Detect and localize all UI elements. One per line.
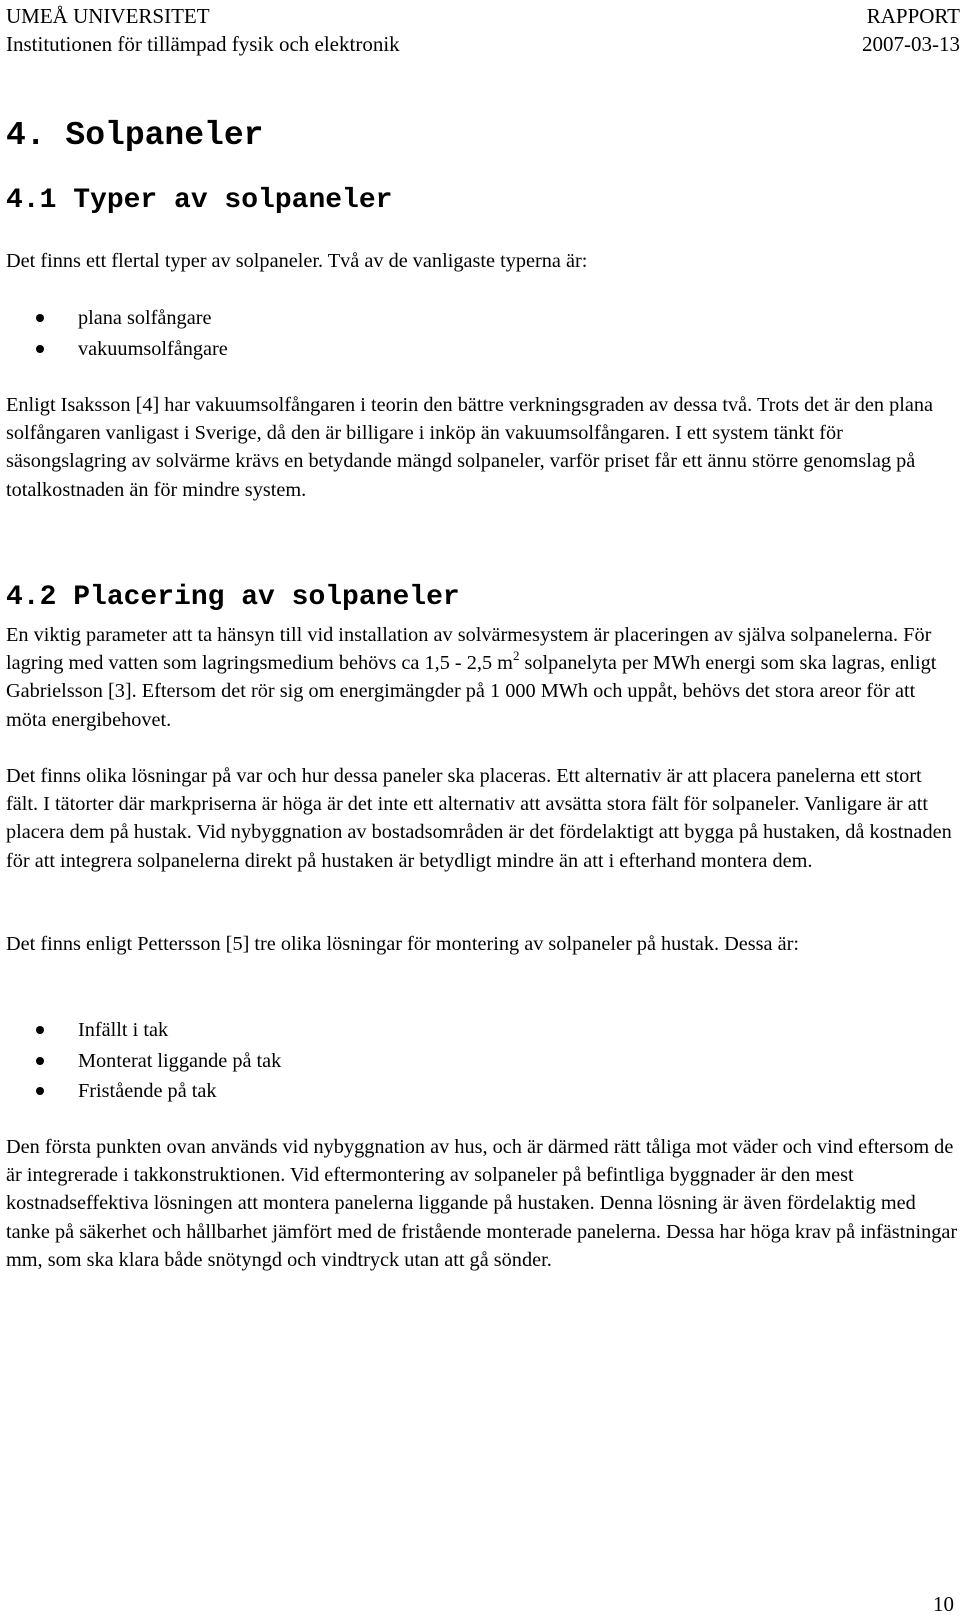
university-name: UMEÅ UNIVERSITET [6, 4, 210, 28]
list-item-text: Monterat liggande på tak [78, 1049, 282, 1072]
list-item [36, 334, 228, 365]
section-title-placement: 4.2 Placering av solpaneler [6, 582, 460, 613]
superscript: 2 [512, 648, 520, 664]
document-type: RAPPORT [866, 4, 960, 28]
bullet-icon [36, 1026, 44, 1034]
list-item-text: vakuumsolfångare [78, 337, 228, 360]
document-date: 2007-03-13 [862, 32, 960, 56]
placement-paragraph-3: Det finns enligt Pettersson [5] tre olika lösningar för montering av solpaneler på hustak. Dessa är: [6, 933, 800, 955]
bullet-icon [36, 1057, 44, 1065]
list-item [36, 303, 228, 334]
list-item [36, 1015, 281, 1046]
page-number: 10 [933, 1592, 954, 1616]
bullet-icon [36, 345, 44, 353]
placement-paragraph-1 [6, 621, 958, 734]
list-item [36, 1046, 281, 1077]
list-item-text: Fristående på tak [78, 1080, 217, 1102]
paragraph-text: solpanelyta per MWh energi som ska lagras, enligt Gabrielsson [3]. Eftersom det rör sig om energimängder på 1 000 MWh och uppåt, behövs det stora areor för att möta energibehovet. [6, 652, 937, 731]
bullet-icon [36, 314, 44, 322]
section-title-types: 4.1 Typer av solpaneler [6, 185, 393, 216]
placement-paragraph-2: Det finns olika lösningar på var och hur dessa paneler ska placeras. Ett alternativ är att placera panelerna ett stort fält. I tätorter där markpriserna är höga är det inte ett alternativ att avsätta stora fält för solpaneler. Vanligare är att placera dem på hustak. Vid nybyggnation av bostadsområden är det fördelaktigt att bygga på hustaken, då kostnaden för att integrera solpanelerna direkt på hustaken är betydligt mindre än att i efterhand montera dem. [6, 765, 952, 872]
list-item [36, 1076, 281, 1107]
mounting-bullet-list [36, 1015, 281, 1107]
list-item-text: Infällt i tak [78, 1019, 169, 1041]
types-body-paragraph: Enligt Isaksson [4] har vakuumsolfångaren i teorin den bättre verkningsgraden av dessa två. Trots det är den plana solfångaren vanligast i Sverige, då den är billigare i inköp än vakuumsolfångaren. I ett system tänkt för säsongslagring av solvärme krävs en betydande mängd solpaneler, varför priset får ett ännu större genomslag på totalkostnaden än för mindre system. [6, 394, 934, 501]
chapter-title: 4. Solpaneler [6, 117, 264, 154]
institution-name: Institutionen för tillämpad fysik och elektronik [6, 32, 400, 56]
placement-paragraph-4: Den första punkten ovan används vid nybyggnation av hus, och är därmed rätt tåliga mot väder och vind eftersom de är integrerade i takkonstruktionen. Vid eftermontering av solpaneler på befintliga byggnader är den mest kostnadseffektiva lösningen att montera panelerna liggande på hustaken. Denna lösning är även fördelaktig med tanke på säkerhet och hållbarhet jämfört med de fristående monterade panelerna. Dessa har höga krav på infästningar mm, som ska klara både snötyngd och vindtryck utan att gå sönder. [6, 1136, 958, 1271]
types-intro-paragraph: Det finns ett flertal typer av solpaneler. Två av de vanligaste typerna är: [6, 250, 588, 272]
list-item-text: plana solfångare [78, 307, 212, 329]
types-bullet-list [36, 303, 228, 364]
paragraph-text: En viktig parameter att ta hänsyn till vid installation av solvärmesystem är placeringen av själva solpanelerna. För lagring med vatten som lagringsmedium behövs ca 1,5 - 2,5 m [6, 624, 932, 675]
bullet-icon [36, 1087, 44, 1095]
